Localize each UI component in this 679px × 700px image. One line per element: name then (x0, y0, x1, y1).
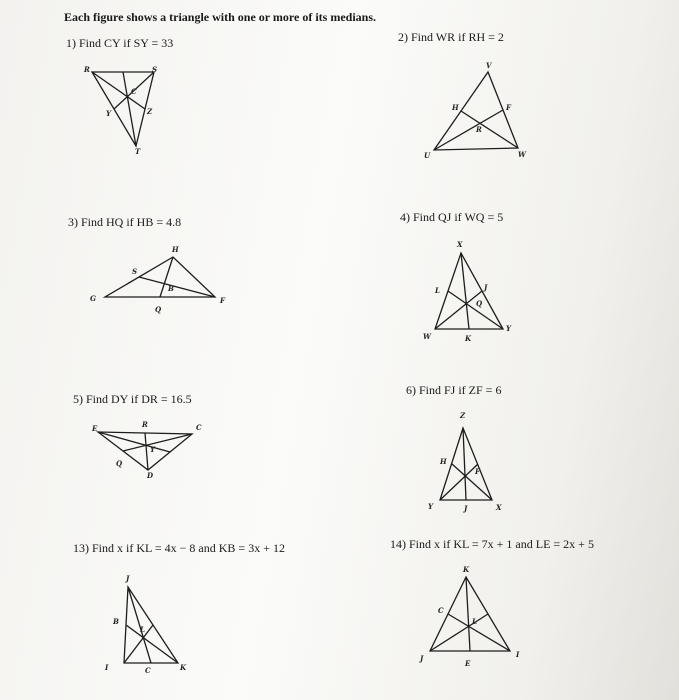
vertex-label: F (220, 296, 225, 305)
median-line (92, 72, 145, 109)
vertex-label: K (465, 334, 472, 343)
vertex-label: K (463, 565, 470, 574)
problem-1 (66, 36, 173, 51)
vertex-label: V (486, 61, 492, 70)
problem-text: Find HQ if HB = 4.8 (81, 215, 182, 229)
triangle-figure-4 (425, 245, 515, 345)
problem-number: 14) (390, 537, 406, 551)
problem-14 (390, 537, 594, 552)
vertex-label: L (435, 286, 440, 295)
vertex-label: W (423, 332, 431, 341)
vertex-label: J (126, 574, 130, 583)
vertex-label: C (131, 87, 137, 96)
vertex-label: H (172, 245, 179, 254)
vertex-label: L (472, 617, 477, 626)
vertex-label: T (135, 147, 141, 156)
median-line (466, 577, 470, 651)
median-line (126, 625, 178, 663)
vertex-label: Q (155, 305, 162, 314)
vertex-label: U (424, 151, 431, 160)
vertex-label: H (452, 103, 459, 112)
vertex-label: G (90, 294, 96, 303)
vertex-label: F (475, 467, 480, 476)
vertex-label: Y (506, 324, 511, 333)
vertex-label: E (465, 659, 471, 668)
problem-number: 5) (73, 392, 83, 406)
problem-text: Find x if KL = 4x − 8 and KB = 3x + 12 (92, 541, 285, 555)
vertex-label: D (147, 471, 154, 480)
vertex-label: S (152, 65, 158, 74)
vertex-label: Q (116, 459, 123, 468)
vertex-label: W (518, 150, 526, 159)
problem-5 (73, 392, 192, 407)
vertex-label: R (84, 65, 90, 74)
vertex-label: Y (150, 445, 155, 454)
vertex-label: X (457, 240, 463, 249)
problem-text: Find FJ if ZF = 6 (419, 383, 502, 397)
problem-number: 6) (406, 383, 416, 397)
problem-3 (68, 215, 181, 230)
vertex-label: Y (106, 109, 111, 118)
vertex-label: H (440, 457, 447, 466)
vertex-label: R (476, 125, 482, 134)
vertex-label: Z (460, 411, 466, 420)
problem-text: Find DY if DR = 16.5 (86, 392, 192, 406)
vertex-label: S (132, 267, 138, 276)
problem-number: 13) (73, 541, 89, 555)
vertex-label: B (168, 284, 174, 293)
vertex-label: B (113, 617, 119, 626)
vertex-label: C (145, 666, 151, 675)
problem-13 (73, 541, 285, 556)
problem-2 (398, 30, 504, 45)
vertex-label: R (142, 420, 148, 429)
vertex-label: K (180, 663, 187, 672)
vertex-label: J (464, 504, 468, 513)
median-line (145, 433, 148, 470)
problem-number: 4) (400, 210, 410, 224)
vertex-label: C (438, 606, 444, 615)
triangle-figure-14 (420, 565, 520, 668)
vertex-label: J (484, 283, 488, 292)
problem-text: Find WR if RH = 2 (411, 30, 504, 44)
median-line (463, 428, 466, 500)
problem-6 (406, 383, 501, 398)
problem-4 (400, 210, 503, 225)
problem-text: Find CY if SY = 33 (79, 36, 174, 50)
vertex-label: Q (476, 299, 483, 308)
vertex-label: I (105, 663, 109, 672)
vertex-label: X (496, 503, 502, 512)
vertex-label: Y (428, 502, 433, 511)
triangle-figure-1 (80, 60, 180, 170)
problem-text: Find QJ if WQ = 5 (413, 210, 504, 224)
problem-number: 3) (68, 215, 78, 229)
triangle-outline (435, 253, 503, 329)
worksheet-heading: Each figure shows a triangle with one or more of its medians. (64, 10, 376, 24)
vertex-label: I (516, 650, 520, 659)
triangle-outline (105, 257, 215, 297)
vertex-label: Z (147, 107, 153, 116)
triangle-figure-2 (420, 60, 530, 170)
problem-number: 2) (398, 30, 408, 44)
triangle-figure-5 (90, 420, 200, 480)
vertex-label: L (140, 625, 145, 634)
problem-text: Find x if KL = 7x + 1 and LE = 2x + 5 (409, 537, 594, 551)
problem-number: 1) (66, 36, 76, 50)
vertex-label: F (506, 103, 511, 112)
vertex-label: J (420, 654, 424, 663)
vertex-label: E (92, 424, 98, 433)
vertex-label: C (196, 423, 202, 432)
